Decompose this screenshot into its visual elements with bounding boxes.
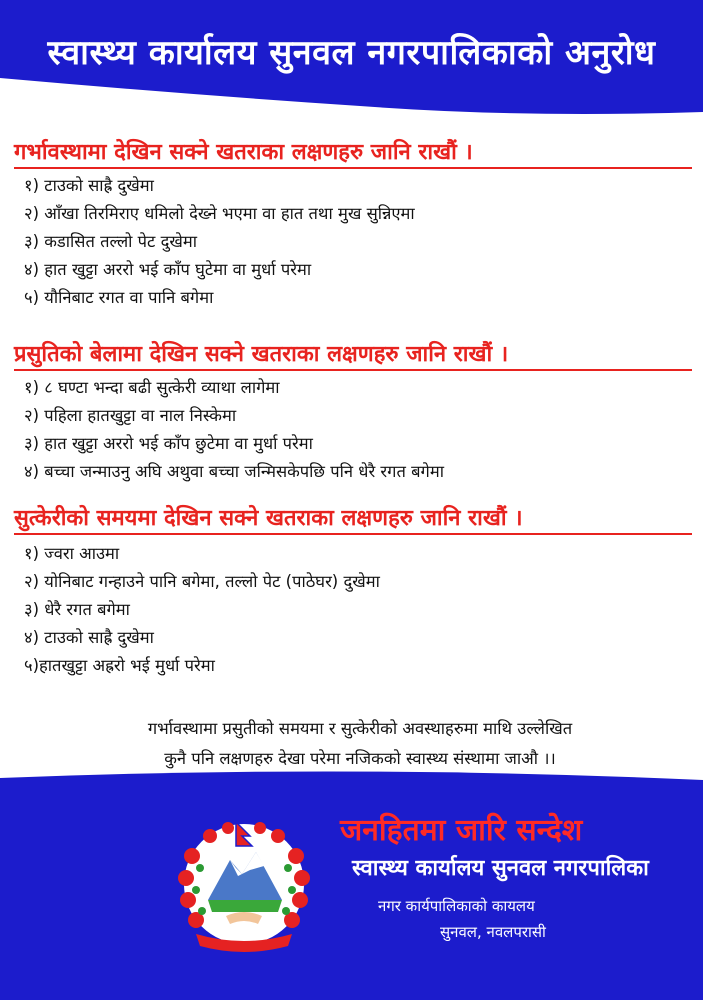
list-item: ४) टाउको साह्रै दुखेमा xyxy=(24,628,154,647)
list-item: ३) हात खुट्टा अररो भई काँप छुटेमा वा मुर्धा परेमा xyxy=(24,434,313,453)
footer-address-line: सुनवल, नवलपरासी xyxy=(440,923,546,941)
list-item: ३) कडासित तल्लो पेट दुखेमा xyxy=(24,232,197,251)
footer-title: जनहितमा जारि सन्देश xyxy=(340,813,583,848)
danger-signs-list xyxy=(24,540,380,680)
danger-signs-list xyxy=(24,374,444,486)
list-item: ५) यौनिबाट रगत वा पानि बगेमा xyxy=(24,288,214,307)
list-item: १) टाउको साह्रै दुखेमा xyxy=(24,176,154,195)
advice-note xyxy=(40,714,680,774)
footer-wave-shape xyxy=(0,770,703,790)
advice-note-line: गर्भावस्थामा प्रसुतीको समयमा र सुत्केरीको अवस्थाहरुमा माथि उल्लेखित xyxy=(147,719,573,738)
section-divider xyxy=(14,533,692,535)
advice-note-line: कुनै पनि लक्षणहरु देखा परेमा नजिकको स्वास्थ्य संस्थामा जाऔ ।। xyxy=(164,749,556,768)
footer-address-line: नगर कार्यपालिकाको कायलय xyxy=(378,897,535,915)
list-item: २) पहिला हातखुट्टा वा नाल निस्केमा xyxy=(24,406,237,425)
list-item: १) ज्वरा आउमा xyxy=(24,544,120,563)
section-divider xyxy=(14,167,692,169)
list-item: ३) धेरै रगत बगेमा xyxy=(24,600,130,619)
nepal-government-emblem-icon xyxy=(172,816,316,966)
header-banner xyxy=(0,0,703,118)
list-item: २) आँखा तिरमिराए धमिलो देख्ने भएमा वा हात तथा मुख सुन्निएमा xyxy=(24,204,415,223)
section-divider xyxy=(14,369,692,371)
footer-office-name: स्वास्थ्य कार्यालय सुनवल नगरपालिका xyxy=(352,856,649,881)
header-title: स्वास्थ्य कार्यालय सुनवल नगरपालिकाको अनुरोध xyxy=(47,33,656,73)
list-item: ४) हात खुट्टा अररो भई काँप घुटेमा वा मुर्धा परेमा xyxy=(24,260,312,279)
danger-signs-list xyxy=(24,172,415,312)
section-heading: सुत्केरीको समयमा देखिन सक्ने खतराका लक्षणहरु जानि राखौं । xyxy=(14,506,523,531)
list-item: १) ८ घण्टा भन्दा बढी सुत्केरी व्याथा लागेमा xyxy=(24,378,280,397)
list-item: ४) बच्चा जन्माउनु अघि अथुवा बच्चा जन्मिसकेपछि पनि धेरै रगत बगेमा xyxy=(24,462,444,481)
section-heading: गर्भावस्थामा देखिन सक्ने खतराका लक्षणहरु जानि राखौं । xyxy=(14,140,473,165)
list-item: २) योनिबाट गन्हाउने पानि बगेमा, तल्लो पेट (पाठेघर) दुखेमा xyxy=(24,572,380,591)
list-item: ५)हातखुट्टा अह्ररो भई मुर्धा परेमा xyxy=(24,656,215,675)
section-heading: प्रसुतिको बेलामा देखिन सक्ने खतराका लक्षणहरु जानि राखौं । xyxy=(14,342,509,367)
